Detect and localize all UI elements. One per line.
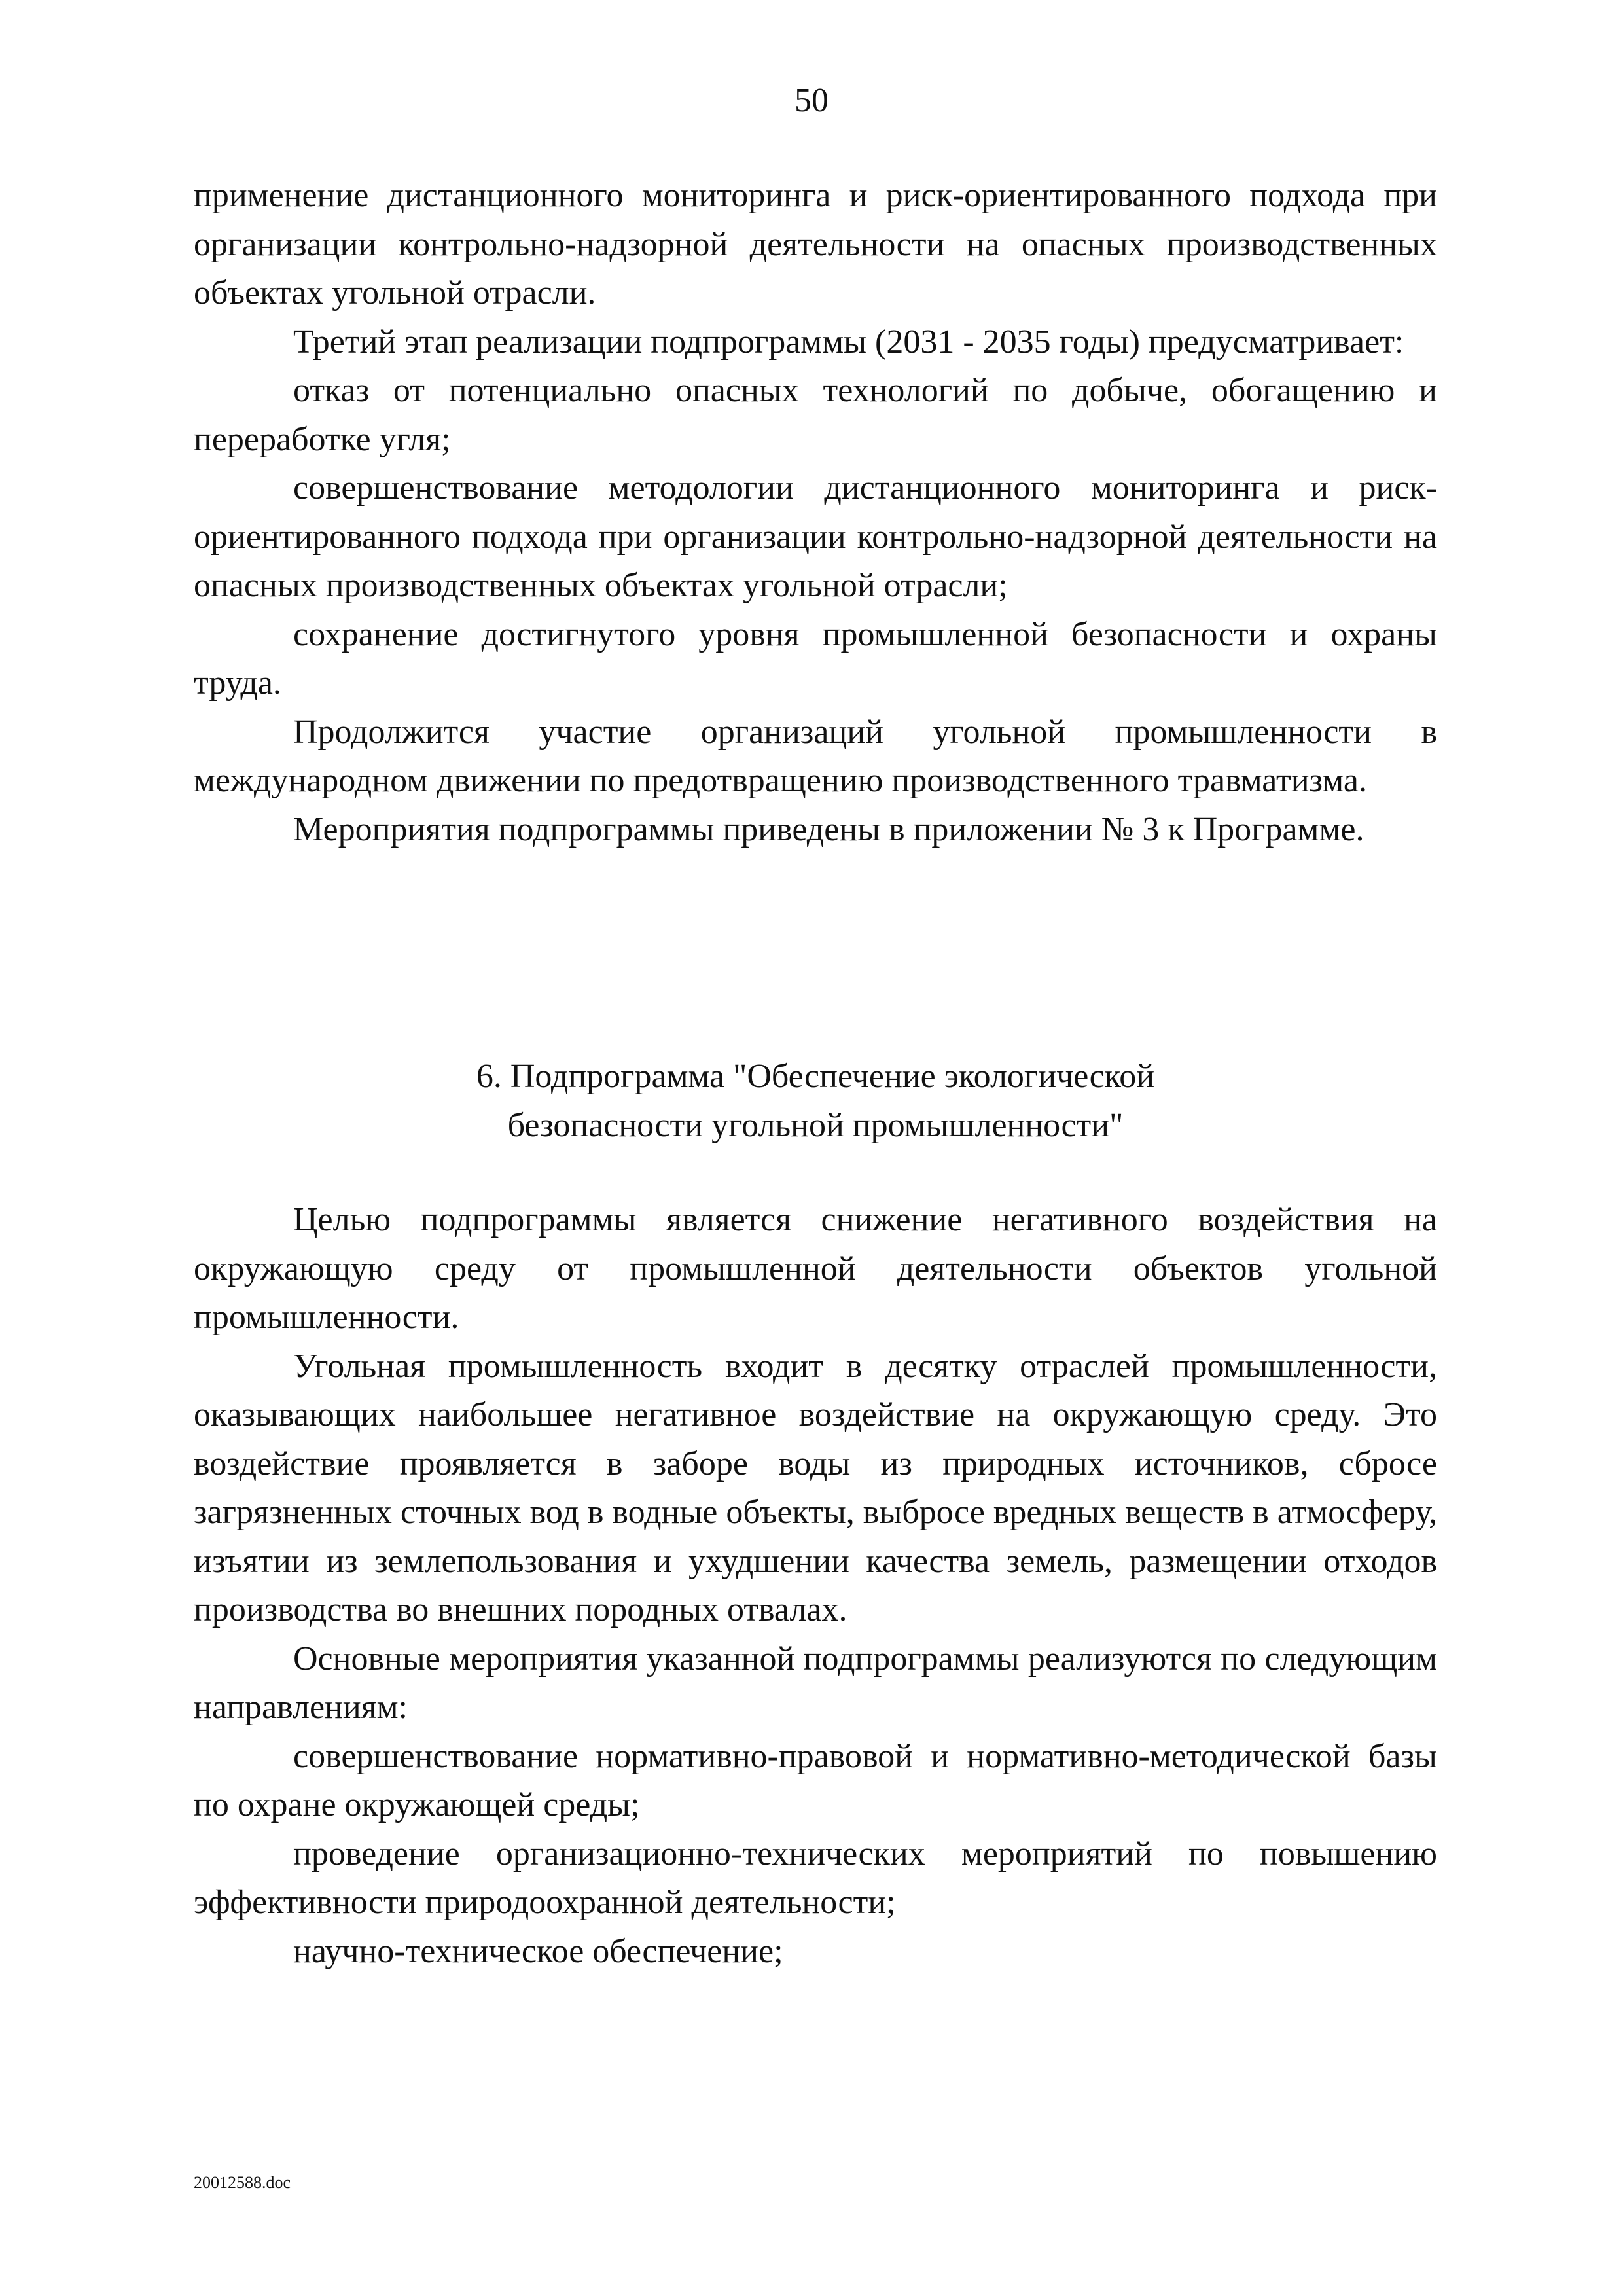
paragraph-main-directions-intro: Основные мероприятия указанной подпрограммы реализуются по следующим направлениям: [194, 1640, 1437, 1726]
section-6-heading-line-1: 6. Подпрограмма "Обеспечение экологической [476, 1058, 1155, 1095]
paragraph-improve-monitoring-methodology: совершенствование методологии дистанционного мониторинга и риск-ориентированного подхода при организации контрольно-надзорной деятельности на опасных производственных объектах угольной отрасли; [194, 469, 1437, 604]
paragraph-regulatory-base: совершенствование нормативно-правовой и нормативно-методической базы по охране окружающей среды; [194, 1737, 1437, 1823]
paragraph-international-movement: Продолжится участие организаций угольной промышленности в международном движении по предотвращению производственного травматизма. [194, 713, 1437, 799]
section-6-body [194, 1196, 1437, 1976]
body-text-top [194, 171, 1437, 854]
section-6-heading [194, 1052, 1437, 1150]
section-6-heading-line-2: безопасности угольной промышленности" [507, 1106, 1124, 1144]
paragraph-measures-appendix: Мероприятия подпрограммы приведены в приложении № 3 к Программе. [293, 810, 1364, 848]
footer-filename: 20012588.doc [194, 2173, 291, 2192]
paragraph-rejection-dangerous-technologies: отказ от потенциально опасных технологий по добыче, обогащению и переработке угля; [194, 372, 1437, 458]
paragraph-third-stage-intro: Третий этап реализации подпрограммы (2031 - 2035 годы) предусматривает: [293, 323, 1404, 361]
page-number: 50 [794, 82, 829, 119]
paragraph-coal-industry-impact: Угольная промышленность входит в десятку отраслей промышленности, оказывающих наибольшее негативное воздействие на окружающую среду. Это воздействие проявляется в заборе воды из природных источников, сбросе загрязненных сточных вод в водные объекты, выбросе вредных веществ в атмосферу, изъятии из землепользования и ухудшении качества земель, размещении отходов производства во внешних породных отвалах. [194, 1347, 1437, 1628]
paragraph-scientific-support: научно-техническое обеспечение; [293, 1932, 783, 1970]
paragraph-maintain-safety-level: сохранение достигнутого уровня промышленной безопасности и охраны труда. [194, 615, 1437, 702]
paragraph-subprogram-goal: Целью подпрограммы является снижение негативного воздействия на окружающую среду от промышленной деятельности объектов угольной промышленности. [194, 1201, 1437, 1336]
paragraph-organizational-measures: проведение организационно-технических мероприятий по повышению эффективности природоохранной деятельности; [194, 1835, 1437, 1921]
paragraph-remote-monitoring-continuation: применение дистанционного мониторинга и риск-ориентированного подхода при организации контрольно-надзорной деятельности на опасных производственных объектах угольной отрасли. [194, 177, 1437, 312]
